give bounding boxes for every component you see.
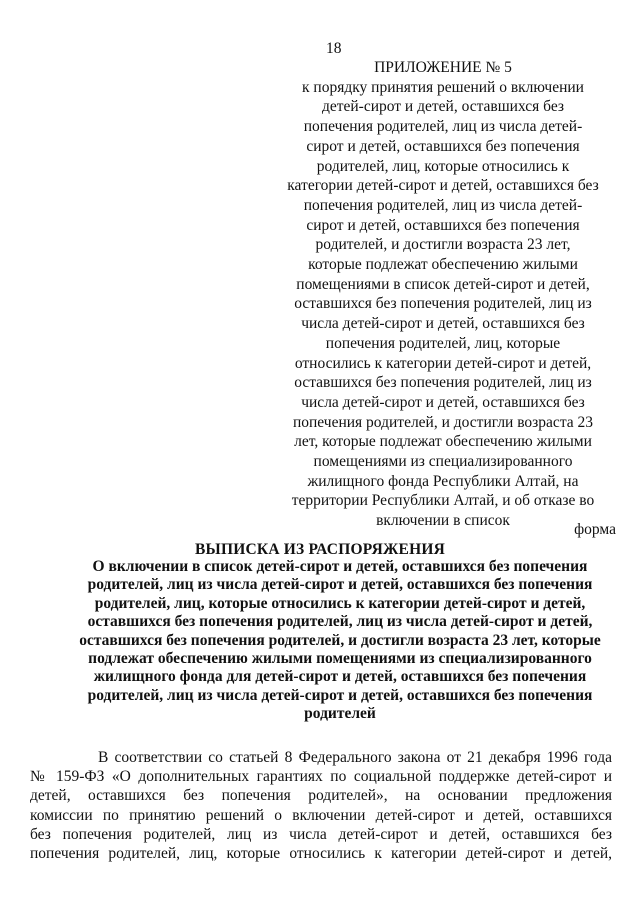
subtitle-line: оставшихся без попечения родителей, лиц из числа детей-сирот и детей, bbox=[87, 613, 593, 631]
subtitle-line: родителей, лиц из числа детей-сирот и детей, оставшихся без попечения bbox=[87, 686, 593, 704]
subtitle-line: жилищного фонда для детей-сирот и детей, оставшихся без попечения bbox=[93, 668, 587, 686]
subtitle-line: О включении в список детей-сирот и детей, оставшихся без попечения bbox=[92, 558, 588, 575]
body-line: В соответствии со статьей 8 Федерального закона от 21 декабря 1996 года bbox=[98, 749, 612, 766]
body-line: № 159-ФЗ «О дополнительных гарантиях по социальной поддержке детей-сирот и bbox=[30, 768, 612, 786]
appendix-line: сирот и детей, оставшихся без попечения bbox=[306, 137, 580, 155]
appendix-line: родителей, лиц, которые относились к bbox=[316, 157, 570, 175]
appendix-line: детей-сирот и детей, оставшихся без bbox=[321, 98, 565, 116]
document-title: ВЫПИСКА ИЗ РАСПОРЯЖЕНИЯ bbox=[195, 541, 445, 558]
body-paragraph bbox=[30, 748, 612, 863]
appendix-line: родителей, и достигли возраста 23 лет, bbox=[315, 236, 571, 254]
body-line: комиссии по принятию решений о включении детей-сирот и детей, оставшихся bbox=[30, 806, 612, 824]
appendix-line: помещениями в список детей-сирот и детей, bbox=[296, 275, 590, 293]
appendix-line: оставшихся без попечения родителей, лиц из bbox=[294, 295, 592, 313]
form-label: форма bbox=[574, 521, 616, 538]
appendix-line: помещениями из специализированного bbox=[313, 453, 573, 471]
appendix-line: лет, которые подлежат обеспечению жилыми bbox=[294, 433, 592, 451]
appendix-header bbox=[268, 58, 618, 531]
appendix-line: числа детей-сирот и детей, оставшихся без bbox=[301, 393, 585, 411]
appendix-line: относились к категории детей-сирот и детей, bbox=[294, 354, 592, 372]
appendix-line: которые подлежат обеспечению жилыми bbox=[308, 256, 578, 274]
appendix-line: включении в список bbox=[376, 512, 510, 530]
body-line: детей, оставшихся без попечения родителей», на основании предложения bbox=[30, 787, 612, 805]
subtitle-line: оставшихся без попечения родителей, и достигли возраста 23 лет, которые bbox=[79, 631, 601, 649]
page-number: 18 bbox=[326, 40, 342, 57]
document-subtitle bbox=[60, 558, 620, 724]
appendix-line: к порядку принятия решений о включении bbox=[302, 78, 584, 96]
appendix-line: территории Республики Алтай, и об отказе во bbox=[291, 492, 595, 510]
subtitle-line: подлежат обеспечению жилыми помещениями из специализированного bbox=[88, 650, 592, 668]
body-line: попечения родителей, лиц, которые относились к категории детей-сирот и детей, bbox=[30, 845, 612, 863]
body-line: без попечения родителей, лиц из числа детей-сирот и детей, оставшихся без bbox=[30, 825, 612, 843]
subtitle-line: родителей, лиц из числа детей-сирот и детей, оставшихся без попечения bbox=[87, 576, 593, 594]
appendix-line: жилищного фонда Республики Алтай, на bbox=[307, 472, 579, 490]
appendix-line: категории детей-сирот и детей, оставшихся без bbox=[287, 177, 599, 195]
subtitle-line: родителей, лиц, которые относились к категории детей-сирот и детей, bbox=[94, 594, 586, 612]
appendix-line: оставшихся без попечения родителей, лиц из bbox=[294, 374, 592, 392]
appendix-line: числа детей-сирот и детей, оставшихся без bbox=[301, 315, 585, 333]
appendix-line: попечения родителей, и достигли возраста 23 bbox=[292, 413, 594, 431]
appendix-line: сирот и детей, оставшихся без попечения bbox=[306, 216, 580, 234]
subtitle-line: родителей bbox=[304, 705, 376, 723]
appendix-line: попечения родителей, лиц из числа детей- bbox=[303, 196, 583, 214]
appendix-line: попечения родителей, лиц, которые bbox=[325, 334, 561, 352]
appendix-line: попечения родителей, лиц из числа детей- bbox=[303, 118, 583, 136]
appendix-title: ПРИЛОЖЕНИЕ № 5 bbox=[374, 59, 512, 76]
